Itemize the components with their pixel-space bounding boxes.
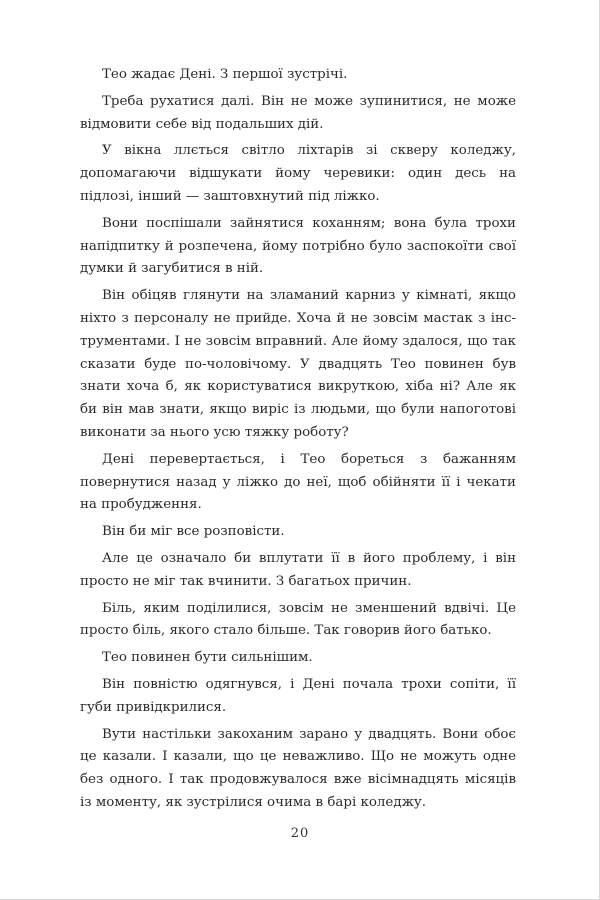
paragraph: Але це означало би вплутати її в його проблему, і він просто не міг так вчинити. З багатьох причин. [80, 550, 516, 589]
paragraph: Він обіцяв глянути на зламаний карниз у кімнаті, якщо ніхто з персоналу не прийде. Хоча й не зовсім мастак з інструментами. І не зовсім вправний. Але йому здалося, що так сказати буде по-чоловічому. У двадцять Тео повинен був знати хоча б, як користуватися викруткою, хіба ні? Але як би він мав знати, якщо виріс із людьми, що були напоготові виконати за нього усю тяжку роботу? [80, 288, 516, 440]
paragraph: Тео жадає Дені. З першої зустрічі. [102, 67, 348, 82]
paragraph: Він повністю одягнувся, і Дені почала трохи сопіти, її губи привідкрилися. [80, 676, 516, 715]
paragraph: Він би міг все розповісти. [102, 524, 285, 540]
paragraph: Дені перевертається, і Тео бореться з бажанням повернутися назад у ліжко до неї, щоб обійняти її і чекати на пробудження. [80, 451, 516, 513]
paragraph: Біль, яким поділилися, зовсім не зменшений вдвічі. Це просто біль, якого стало більше. Так говорив його батько. [80, 600, 516, 639]
paragraph: Тео повинен бути сильнішим. [102, 650, 313, 666]
paragraph: Треба рухатися далі. Він не може зупинитися, не може відмовити себе від подальших дій. [80, 93, 516, 132]
body-text [80, 64, 516, 819]
paragraph: Вути настільки закоханим зарано у двадцять. Вони обоє це казали. І казали, що це неважливо. Що не можуть одне без одного. І так продовжувалося вже вісімнадцять місяців із моменту, як зустрілися очима в барі коледжу. [80, 726, 516, 810]
paragraph: У вікна ллється світло ліхтарів зі скверу коледжу, допомагаючи відшукати йому черевики: один десь на підлозі, інший — заштовхнутий під ліжко. [80, 143, 516, 204]
paragraph: Вони поспішали зайнятися коханням; вона була трохи напідпитку й розпечена, йому потрібно було заспокоїти свої думки й загубитися в ній. [80, 215, 516, 277]
page-number: 20 [290, 826, 310, 841]
